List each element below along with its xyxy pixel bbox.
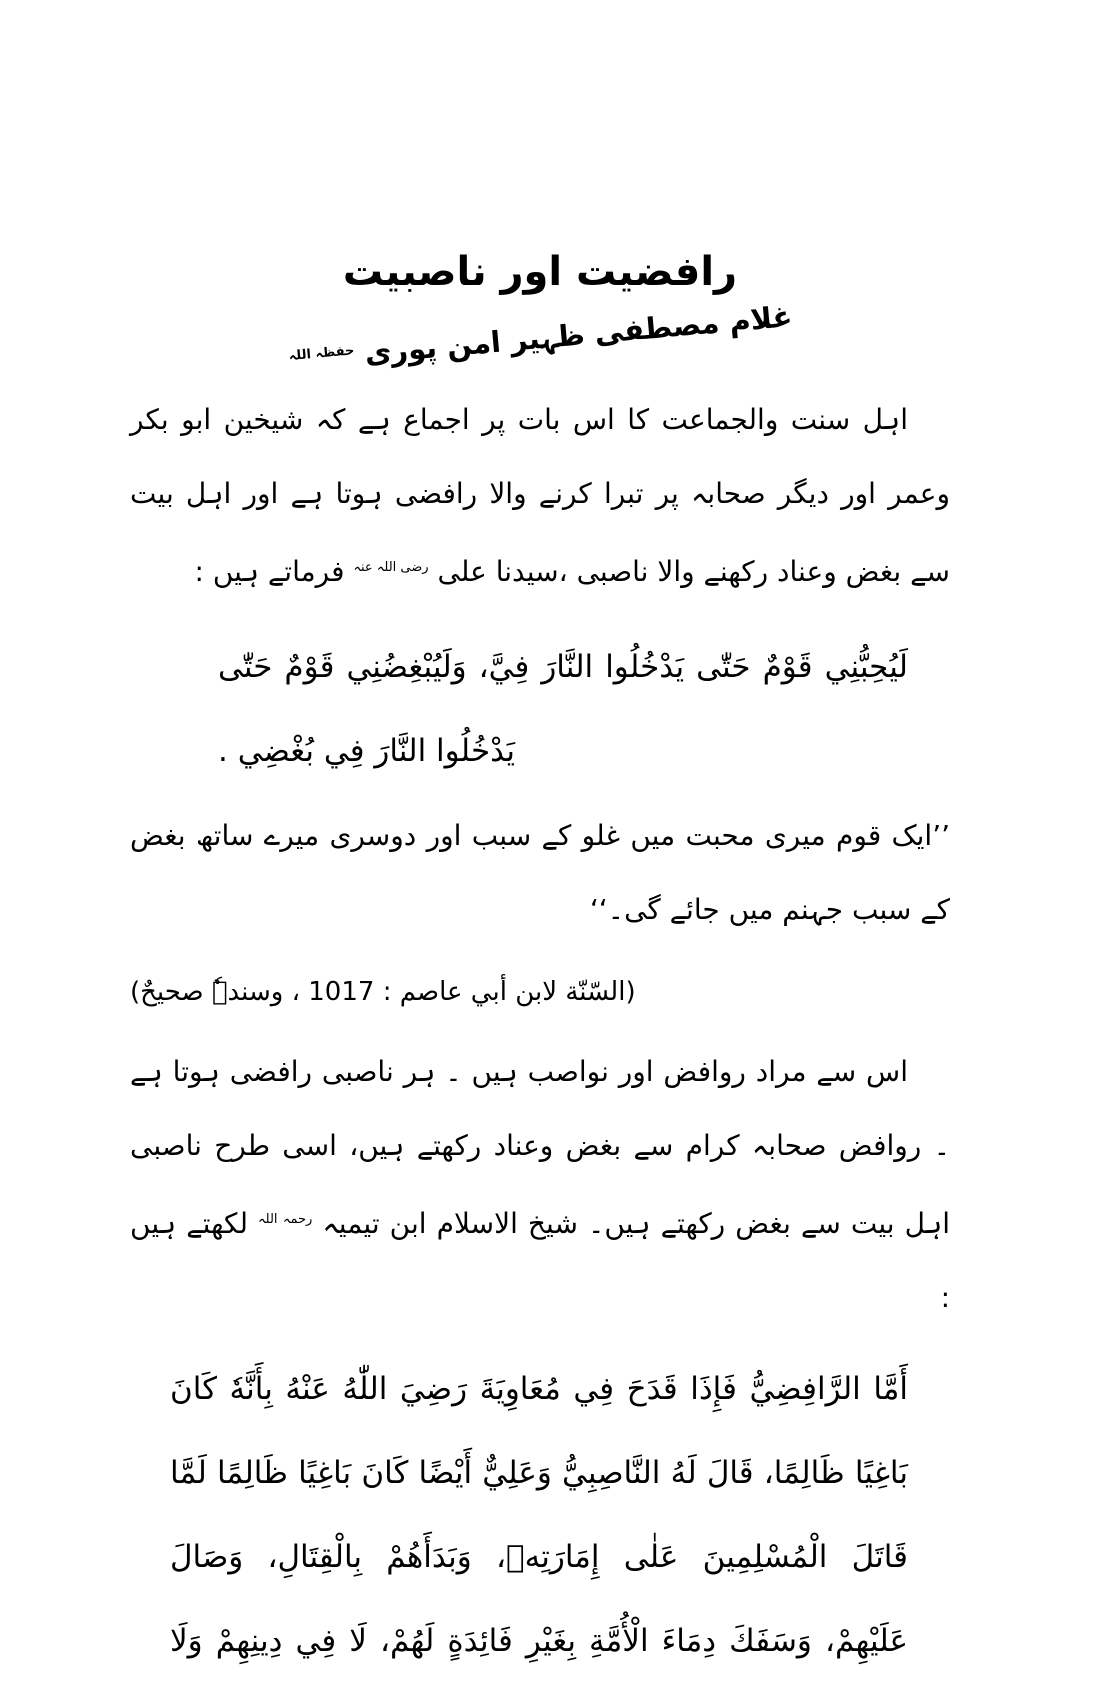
arabic-ibn-taymiyyah-quote: أَمَّا الرَّافِضِيُّ فَإِذَا قَدَحَ فِي مُعَاوِيَةَ رَضِيَ اللّٰهُ عَنْهُ بِأَنَّهٗ كَانَ بَاغِيًا ظَالِمًا، قَالَ لَهُ النَّاصِبِيُّ وَعَلِيٌّ أَيْضًا كَانَ بَاغِيًا ظَالِمًا لَمَّا قَاتَلَ الْمُسْلِمِينَ عَلٰى إِمَارَتِهٖ، وَبَدَأَهُمْ بِالْقِتَالِ، وَصَالَ عَلَيْهِمْ، وَسَفَكَ دِمَاءَ الْأُمَّةِ بِغَيْرِ فَائِدَةٍ لَهُمْ، لَا فِي دِينِهِمْ وَلَا xyxy=(170,1371,908,1659)
paragraph-2-closing: لکھتے ہیں : xyxy=(130,1207,950,1314)
author-name: غلام مصطفی ظہیر امن پوری xyxy=(362,299,794,371)
paragraph-1-text: اہل سنت والجماعت کا اس بات پر اجماع ہے کہ شیخین ابو بکر وعمر اور دیگر صحابہ پر تبرا کرنے والا رافضی ہوتا ہے اور اہل بیت سے بغض وعناد رکھنے والا ناصبی ،سیدنا علی xyxy=(130,403,950,588)
author-line xyxy=(287,292,794,381)
page-title: رافضیت اور ناصبیت xyxy=(342,249,738,295)
paragraph-1-closing: فرماتے ہیں : xyxy=(194,555,345,588)
reference-citation: (السّنّة لابن أبي عاصم : 1017 ، وسندہٗ صحیحٌ) xyxy=(130,977,636,1007)
urdu-translation: ’’ایک قوم میری محبت میں غلو کے سبب اور دوسری میرے ساتھ بغض کے سبب جہنم میں جائے گی۔‘‘ xyxy=(130,819,950,926)
body-paragraph-1 xyxy=(130,383,950,609)
paragraph-2-text: اس سے مراد روافض اور نواصب ہیں ۔ ہر ناصبی رافضی ہوتا ہے ۔ روافض صحابہ کرام سے بغض وعناد رکھتے ہیں، اسی طرح ناصبی اہل بیت سے بغض رکھتے ہیں۔ شیخ الاسلام ابن تیمیہ xyxy=(130,1055,951,1240)
author-honorific: حفظہ اللہ xyxy=(287,343,355,364)
arabic-hadith-quote: لَيُحِبُّنِي قَوْمٌ حَتّٰى يَدْخُلُوا النَّارَ فِيَّ، وَلَيُبْغِضُنِي قَوْمٌ حَتّٰى يَدْخُلُوا النَّارَ فِي بُغْضِي . xyxy=(218,649,908,769)
body-paragraph-2 xyxy=(130,1035,950,1335)
radi-allahu-anhu-honorific: رضی اللہ عنہ xyxy=(353,560,429,575)
rahimahullah-honorific: رحمہ اللہ xyxy=(258,1212,313,1227)
